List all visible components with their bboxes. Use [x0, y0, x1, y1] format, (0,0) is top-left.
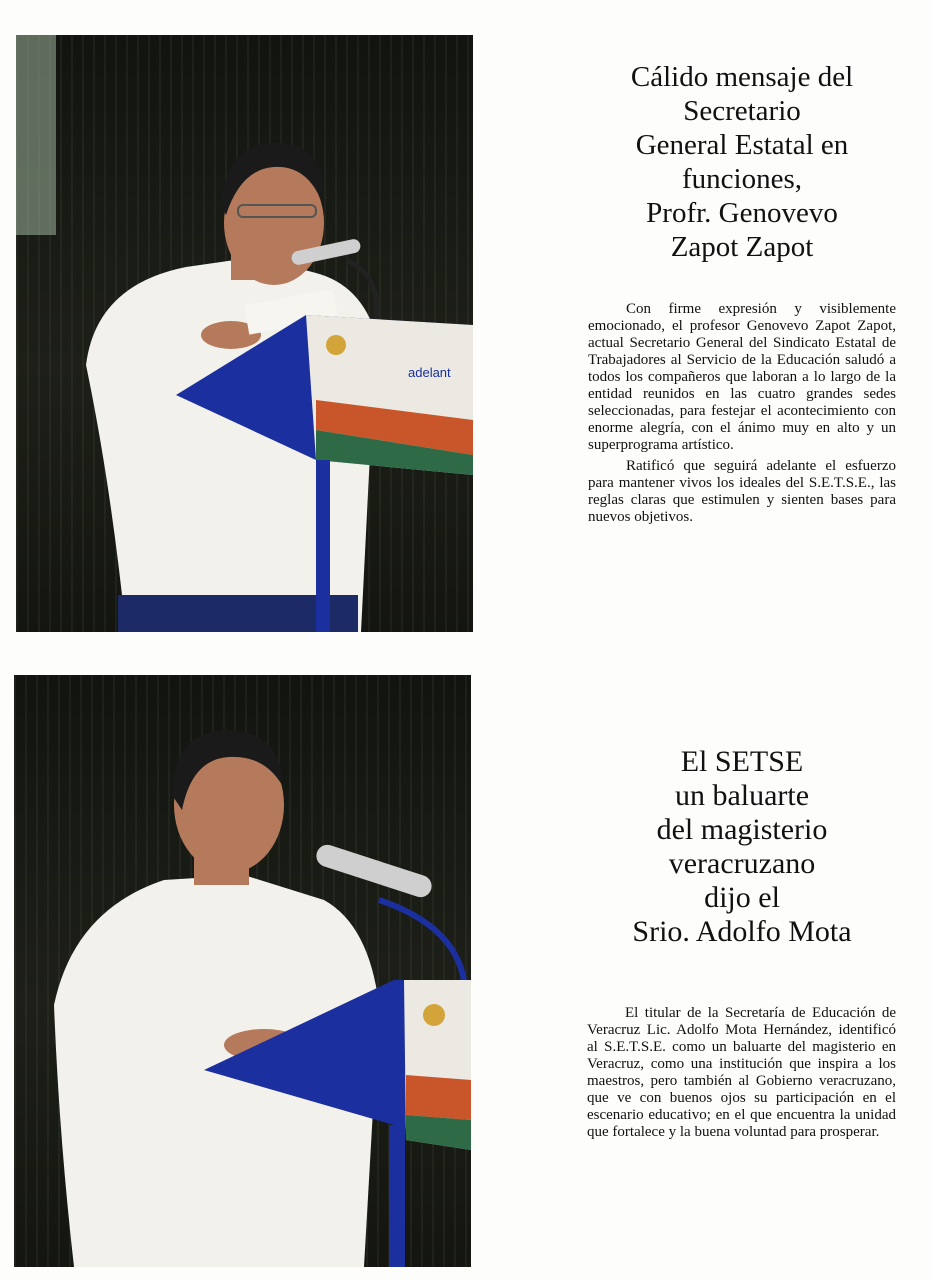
heading-mota — [612, 745, 872, 949]
heading-line: dijo el — [704, 881, 780, 914]
heading-line: veracruzano — [668, 847, 816, 880]
speaker-photo-zapot — [16, 35, 473, 632]
speaker-illustration — [16, 35, 473, 632]
heading-line: El SETSE — [680, 745, 804, 778]
article-paragraph: Ratificó que seguirá adelante el esfuerzo para mantener vivos los ideales del S.E.T.S.E., las reglas claras que estimulen y sienten bases para nuevos objetivos. — [588, 458, 896, 525]
heading-zapot — [592, 60, 892, 264]
article-mota — [587, 1005, 896, 1145]
heading-line: Srio. Adolfo Mota — [632, 915, 852, 948]
heading-line: Zapot Zapot — [670, 231, 814, 263]
heading-line: General Estatal en — [635, 129, 849, 161]
speaker-photo-mota — [14, 675, 471, 1267]
speaker-illustration — [14, 675, 471, 1267]
heading-line: un baluarte — [674, 779, 810, 812]
heading-line: Cálido mensaje del — [630, 61, 854, 93]
heading-line: Profr. Genovevo — [646, 197, 838, 229]
article-paragraph: El titular de la Secretaría de Educación de Veracruz Lic. Adolfo Mota Hernández, identificó al S.E.T.S.E. como un baluarte del magisterio en Veracruz, como una institución que inspira a los maestros, pero también al Gobierno veracruzano, que ve con buenos ojos su participación en el escenario educativo; en el que encuentra la unidad que fortalece y la buena voluntad para prosperar. — [587, 1005, 896, 1140]
heading-line: Secretario — [683, 95, 801, 127]
article-paragraph: Con firme expresión y visiblemente emocionado, el profesor Genovevo Zapot Zapot, actual Secretario General del Sindicato Estatal de Trabajadores al Servicio de la Educación saludó a todos los compañeros que laboran a lo largo de la entidad reunidos en las cuatro grandes sedes seleccionadas, para festejar el acontecimiento con enorme alegría, con el ánimo muy en alto y un superprograma artístico. — [588, 301, 896, 453]
article-zapot — [588, 301, 896, 530]
podium-logo-text: adelant — [408, 365, 451, 380]
heading-line: funciones, — [682, 163, 802, 195]
heading-line: del magisterio — [656, 813, 828, 846]
